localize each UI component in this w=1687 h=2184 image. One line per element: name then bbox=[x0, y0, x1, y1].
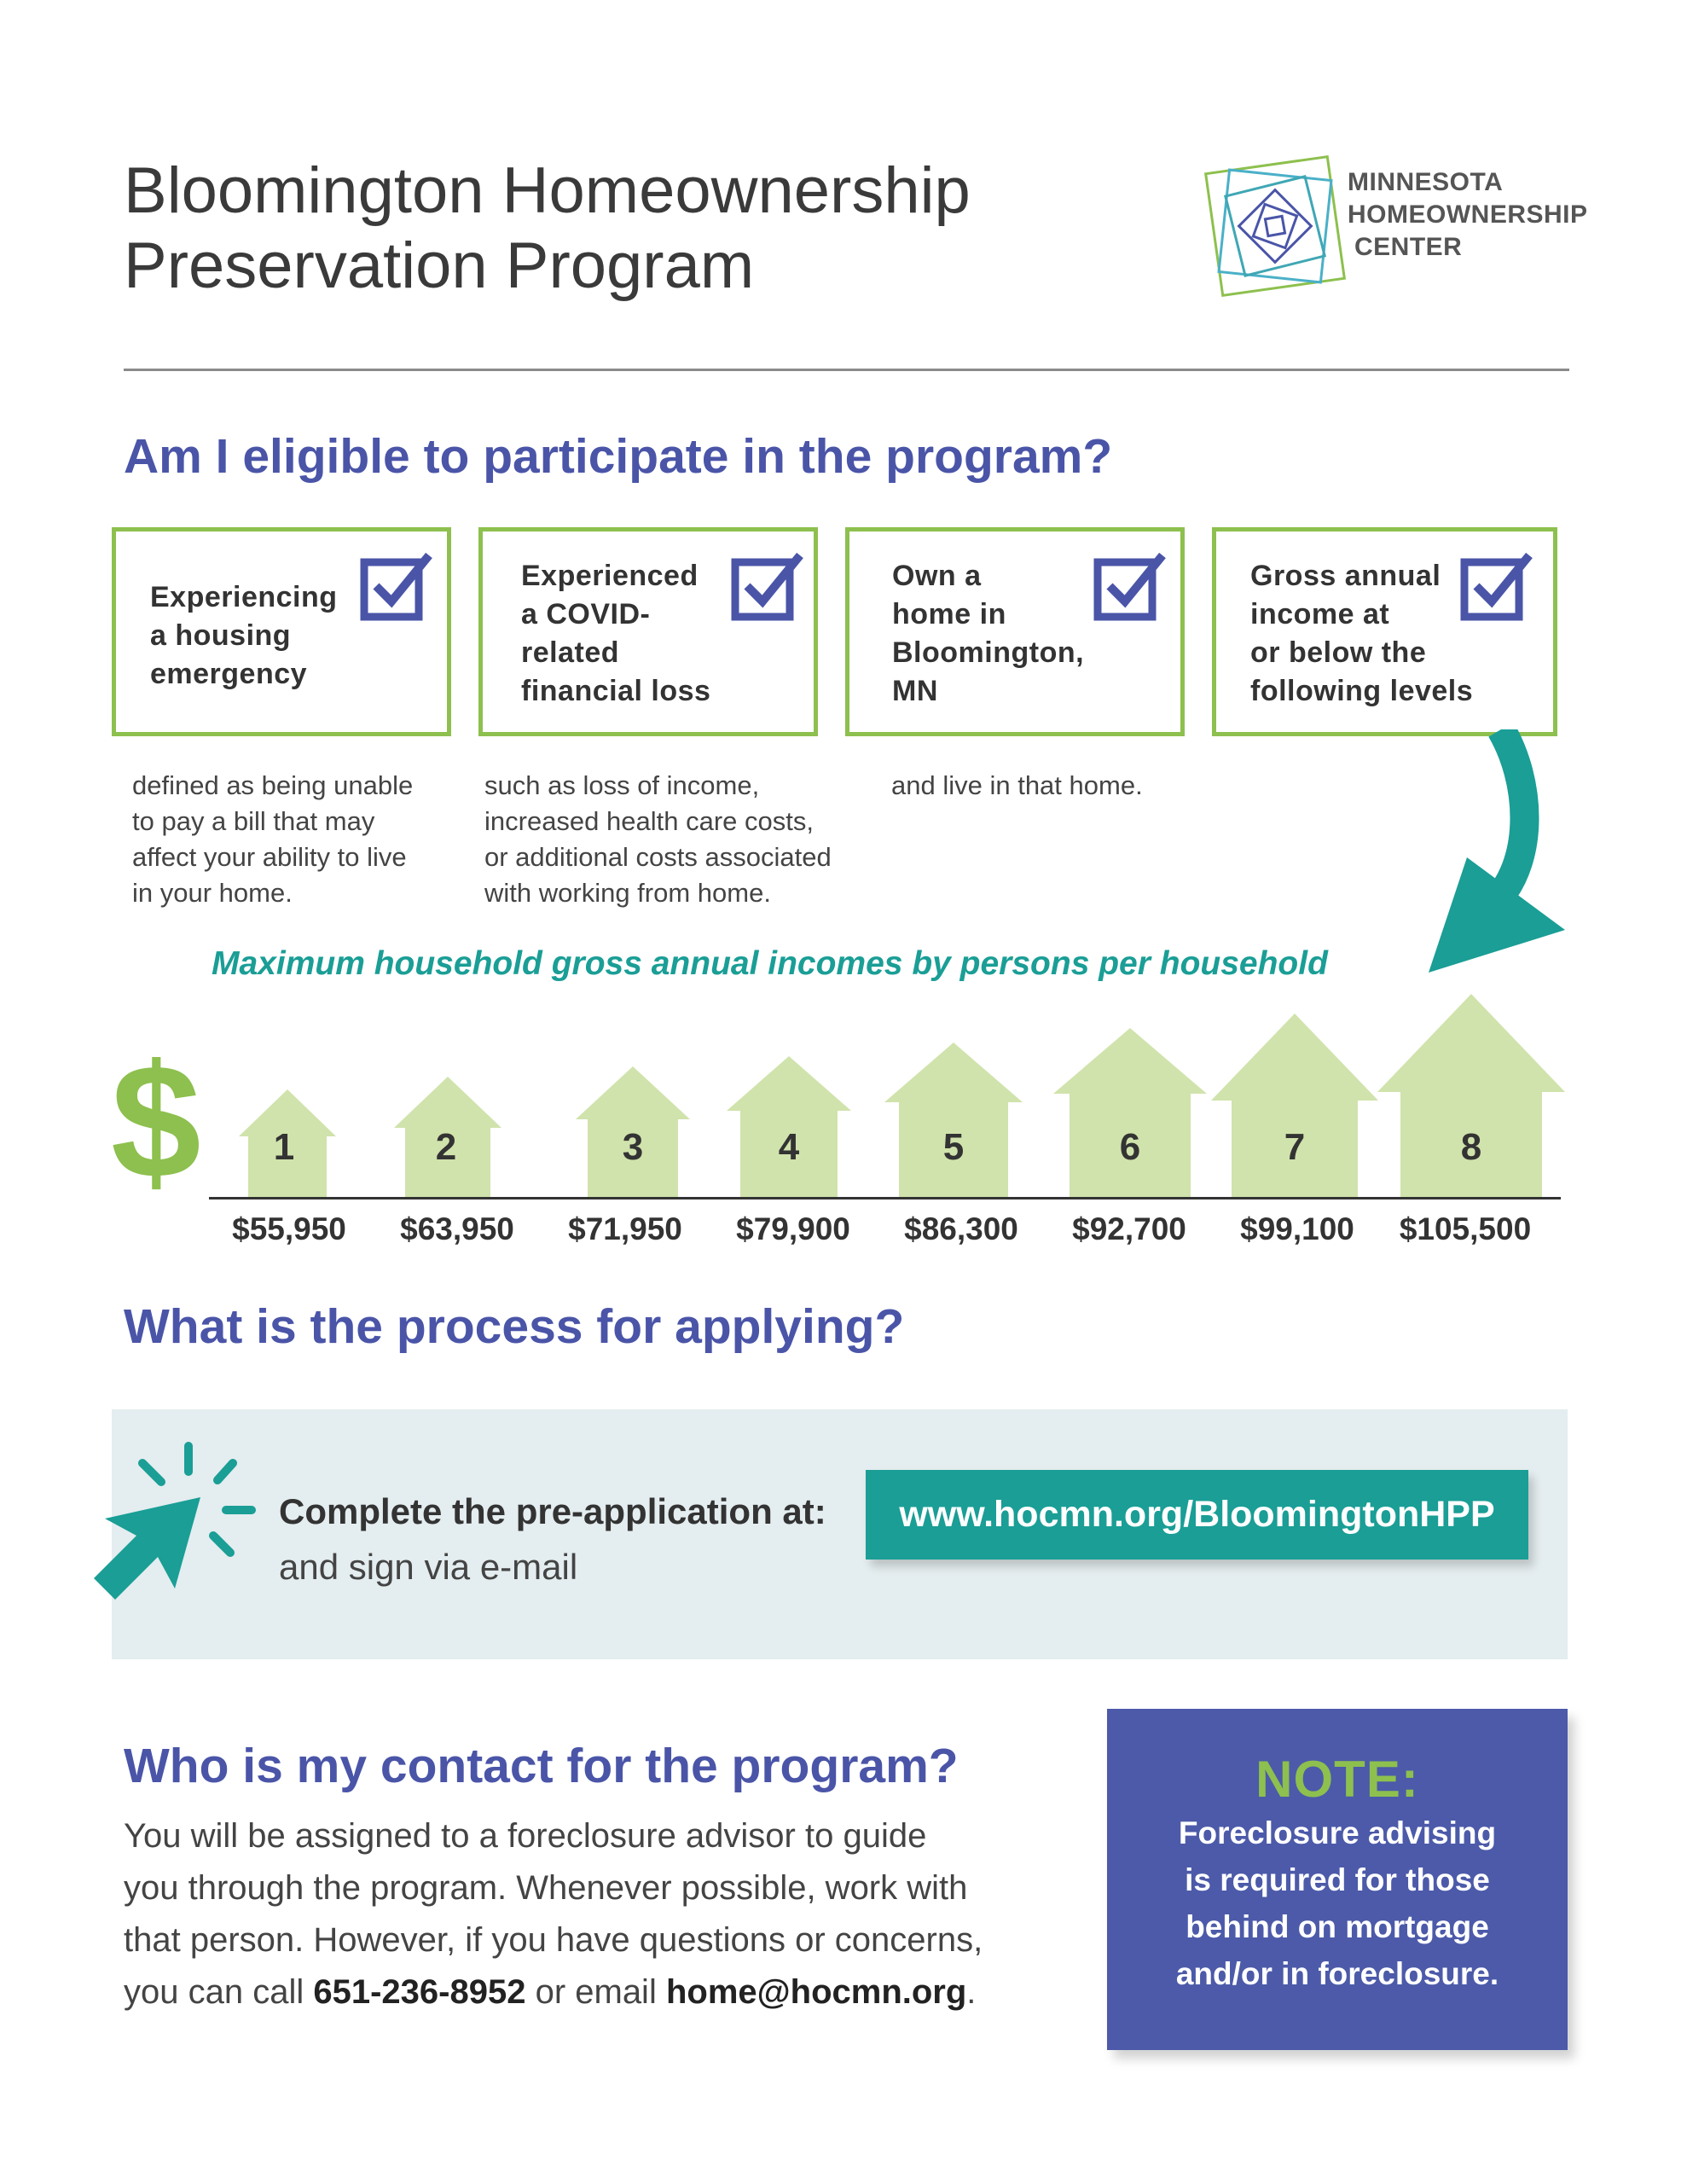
covid-loss-description: such as loss of income, increased health care costs, or additional costs associated with working from home. bbox=[484, 770, 832, 908]
apply-instruction-sub: and sign via e-mail bbox=[279, 1547, 578, 1587]
click-cursor-icon bbox=[81, 1433, 269, 1612]
eligibility-card-own-home: Own a home in Bloomington, MN bbox=[845, 527, 1185, 736]
income-heading: Maximum household gross annual incomes by persons per household bbox=[212, 945, 1328, 982]
page-title bbox=[124, 154, 1104, 304]
header-divider bbox=[124, 369, 1569, 371]
pre-application-link-button[interactable]: www.hocmn.org/BloomingtonHPP bbox=[866, 1470, 1528, 1560]
title-line-2: Preservation Program bbox=[124, 229, 755, 302]
contact-heading: Who is my contact for the program? bbox=[124, 1739, 959, 1793]
house-icon-7 bbox=[1211, 1014, 1378, 1197]
income-amount-3: $71,950 bbox=[568, 1211, 682, 1246]
note-text: Foreclosure advising is required for those behind on mortgage and/or in foreclosure. bbox=[1175, 1815, 1499, 1991]
household-size-2: 2 bbox=[435, 1126, 457, 1168]
contact-email-link[interactable]: home@hocmn.org bbox=[665, 1973, 967, 2011]
checkbox-checked-icon bbox=[1459, 549, 1534, 624]
household-size-8: 8 bbox=[1460, 1126, 1482, 1168]
title-line-1: Bloomington Homeownership bbox=[124, 154, 971, 227]
income-amount-1: $55,950 bbox=[232, 1211, 346, 1246]
household-size-5: 5 bbox=[942, 1126, 965, 1168]
logo-wordmark: MINNESOTA HOMEOWNERSHIP CENTER bbox=[1348, 168, 1588, 261]
household-size-3: 3 bbox=[622, 1126, 644, 1168]
curved-arrow-icon bbox=[1416, 729, 1586, 977]
checkbox-checked-icon bbox=[359, 549, 434, 624]
own-home-description: and live in that home. bbox=[891, 770, 1143, 800]
housing-emergency-description: defined as being unable to pay a bill that may affect your ability to live in your home. bbox=[132, 770, 414, 908]
eligibility-heading: Am I eligible to participate in the program? bbox=[124, 429, 1113, 484]
checkbox-checked-icon bbox=[730, 549, 805, 624]
house-icon-5 bbox=[884, 1043, 1023, 1197]
household-size-1: 1 bbox=[273, 1126, 295, 1168]
eligibility-card-housing-emergency: Experiencing a housing emergency bbox=[112, 527, 451, 736]
process-heading: What is the process for applying? bbox=[124, 1299, 905, 1354]
houses-baseline bbox=[209, 1197, 1561, 1199]
eligibility-card-covid-loss: Experienced a COVID- related financial loss bbox=[478, 527, 818, 736]
dollar-sign-icon: $ bbox=[111, 1031, 201, 1212]
household-houses-graphic bbox=[0, 981, 1687, 1212]
household-size-4: 4 bbox=[778, 1126, 800, 1168]
household-size-6: 6 bbox=[1119, 1126, 1141, 1168]
income-amount-5: $86,300 bbox=[904, 1211, 1018, 1246]
income-amount-6: $92,700 bbox=[1072, 1211, 1186, 1246]
eligibility-card-income: Gross annual income at or below the following levels bbox=[1212, 527, 1557, 736]
income-amount-7: $99,100 bbox=[1240, 1211, 1354, 1246]
house-icon-6 bbox=[1053, 1028, 1207, 1197]
note-title: NOTE: bbox=[1255, 1751, 1419, 1808]
apply-instruction: Complete the pre-application at: bbox=[279, 1491, 826, 1531]
mhc-logo-icon bbox=[1198, 149, 1352, 303]
income-amount-2: $63,950 bbox=[400, 1211, 514, 1246]
income-amount-4: $79,900 bbox=[736, 1211, 850, 1246]
contact-paragraph: You will be assigned to a foreclosure advisor to guide you through the program. Whenever possible, work with that person. However, if you have questions or concerns, you can call 651-236-8952 or email home@hocmn.org. bbox=[124, 1817, 983, 2011]
note-box bbox=[1107, 1709, 1568, 2050]
contact-phone-link[interactable]: 651-236-8952 bbox=[313, 1973, 526, 2011]
checkbox-checked-icon bbox=[1093, 549, 1168, 624]
household-size-7: 7 bbox=[1284, 1126, 1306, 1168]
income-amount-8: $105,500 bbox=[1399, 1211, 1532, 1246]
